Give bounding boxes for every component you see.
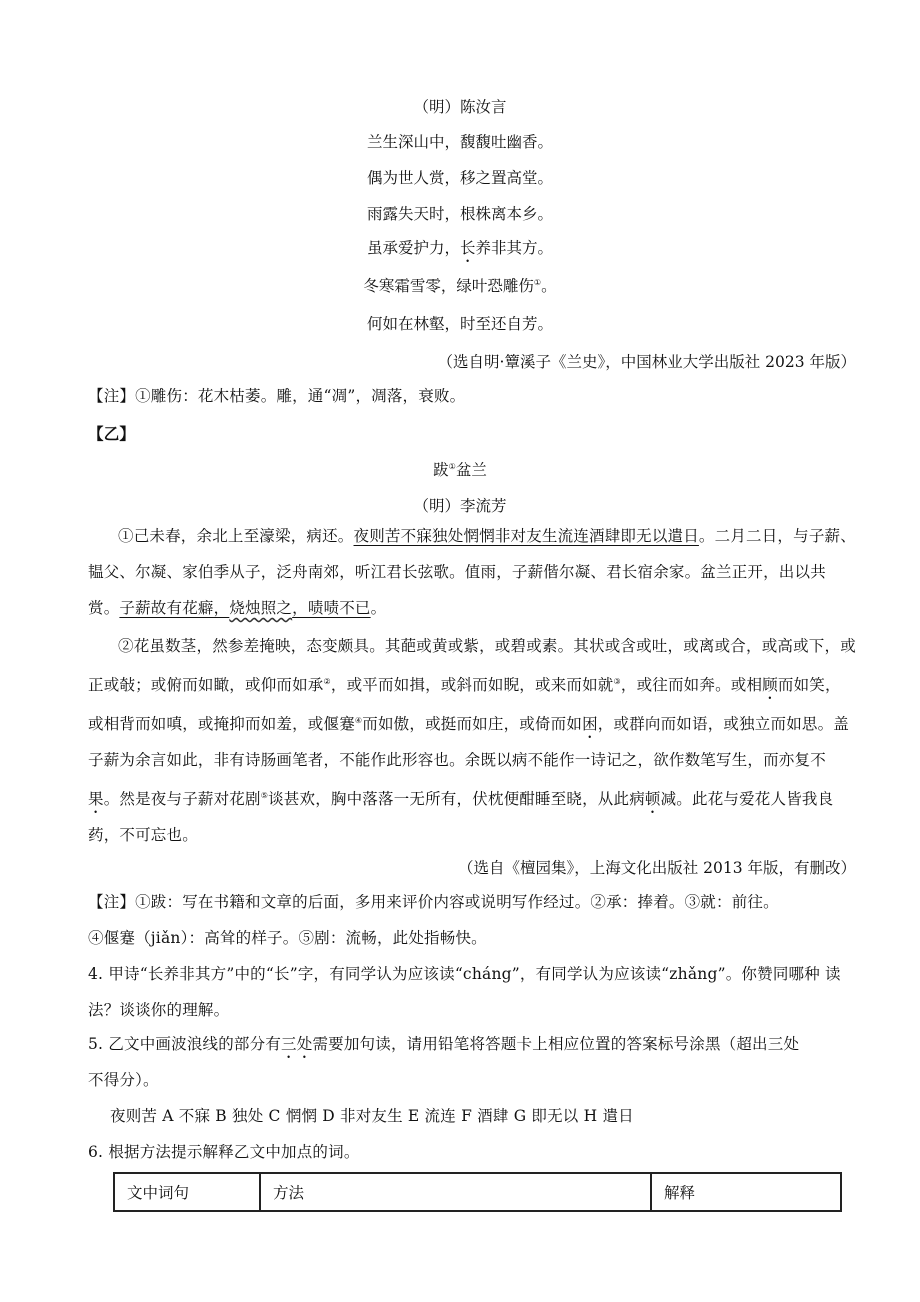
dotted-text: 三处	[281, 1035, 313, 1053]
dotted-char: 顿	[644, 790, 661, 809]
question-5-options: 夜则苦 A 不寐 B 独处 C 惘惘 D 非对友生 E 流连 F 酒肆 G 即无以 H 遣日	[110, 1107, 634, 1125]
answer-table	[113, 1172, 842, 1212]
prose-note-2: ④偃蹇（jiǎn）：高耸的样子。⑤剧：流畅，此处指畅快。	[88, 929, 487, 947]
question-6: 6. 根据方法提示解释乙文中加点的词。	[88, 1143, 360, 1161]
poem-line-5: 冬寒霜雪零，绿叶恐雕伤①。	[363, 277, 557, 295]
prose-paragraph-1: ①己未春，余北上至濠梁，病还。夜则苦不寐独处惘惘非对友生流连酒肆即无以遣日。二月二日，与子薪、韫父、尔凝、家伯季从子，泛舟南郊，听江君长弦歌。值雨，子薪偕尔凝、君长宿余家。盆兰正开，出以共赏。子薪故有花癖，烧烛照之，啧啧不已。	[88, 527, 856, 617]
dotted-char: 果	[88, 790, 104, 809]
table-header-cell: 方法	[260, 1173, 651, 1211]
table-header-cell: 文中词句	[114, 1173, 260, 1211]
poem-line-3: 雨露失天时，根株离本乡。	[366, 205, 553, 223]
table-header-row	[114, 1173, 841, 1211]
prose-author: （明）李流芳	[413, 497, 507, 515]
poem-line-2: 偶为世人赏，移之置高堂。	[366, 169, 553, 187]
table-header-cell: 解释	[651, 1173, 841, 1211]
poem-line-4: 虽承爱护力，长养非其方。	[366, 239, 554, 257]
question-5-line-1: 5. 乙文中画波浪线的部分有三处需要加句读，请用铅笔将答题卡上相应位置的答案标号涂黑（超出三处	[88, 1035, 800, 1053]
prose-source: （选自《檀园集》，上海文化出版社 2013 年版，有删改）	[457, 859, 856, 877]
wavy-underlined-text: 烧烛照之	[229, 599, 293, 617]
question-4-line-1: 4. 甲诗“长养非其方”中的“长”字，有同学认为应该读“cháng”，有同学认为应该读“zhǎng”。你赞同哪种 读	[88, 965, 841, 983]
footnote-marker: ①	[533, 277, 542, 287]
poem-line-6: 何如在林壑，时至还自芳。	[366, 315, 553, 333]
dotted-char: 顾	[762, 676, 778, 695]
dotted-char: 长	[459, 239, 476, 257]
dotted-char: 困	[582, 715, 598, 734]
prose-paragraph-2: ②花虽数茎，然参差掩映，态变颇具。其葩或黄或紫，或碧或素。其状或含或吐，或离或合，或高或下，或正或敧；或俯而如瞰，或仰而如承②，或平而如揖，或斜而如睨，或来而如就③，或往而如奔。或相顾而如笑，或相背而如嗔，或掩抑而如羞，或偃蹇④而如傲，或挺而如庄，或倚而如困，或群向而如语，或独立而如思。盖子薪为余言如此，非有诗肠画笔者，不能作此形容也。余既以病不能作一诗记之，欲作数笔写生，而亦复不果。然是夜与子薪对花剧⑤谈甚欢，胸中落落一无所有，伏枕便酣睡至晓，从此病顿减。此花与爱花人皆我良药，不可忘也。	[88, 637, 856, 845]
question-5-line-2: 不得分）。	[88, 1071, 159, 1089]
poem-source: （选自明·簟溪子《兰史》，中国林业大学出版社 2023 年版）	[437, 353, 856, 371]
section-b-label: 【乙】	[88, 424, 136, 443]
prose-title: 跋①盆兰	[433, 461, 487, 479]
question-4-line-2: 法？谈谈你的理解。	[88, 1001, 230, 1019]
underlined-text: 夜则苦不寐独处惘惘非对友生流连酒肆即无以遣日	[353, 527, 699, 545]
poem-author: （明）陈汝言	[413, 98, 507, 116]
prose-note-1: 【注】①跋：写在书籍和文章的后面，多用来评价内容或说明写作经过。②承：捧着。③就：前往。	[88, 893, 779, 911]
poem-note: 【注】①雕伤：花木枯萎。雕，通“凋”，凋落，衰败。	[88, 387, 466, 405]
poem-line-1: 兰生深山中，馥馥吐幽香。	[366, 133, 553, 151]
